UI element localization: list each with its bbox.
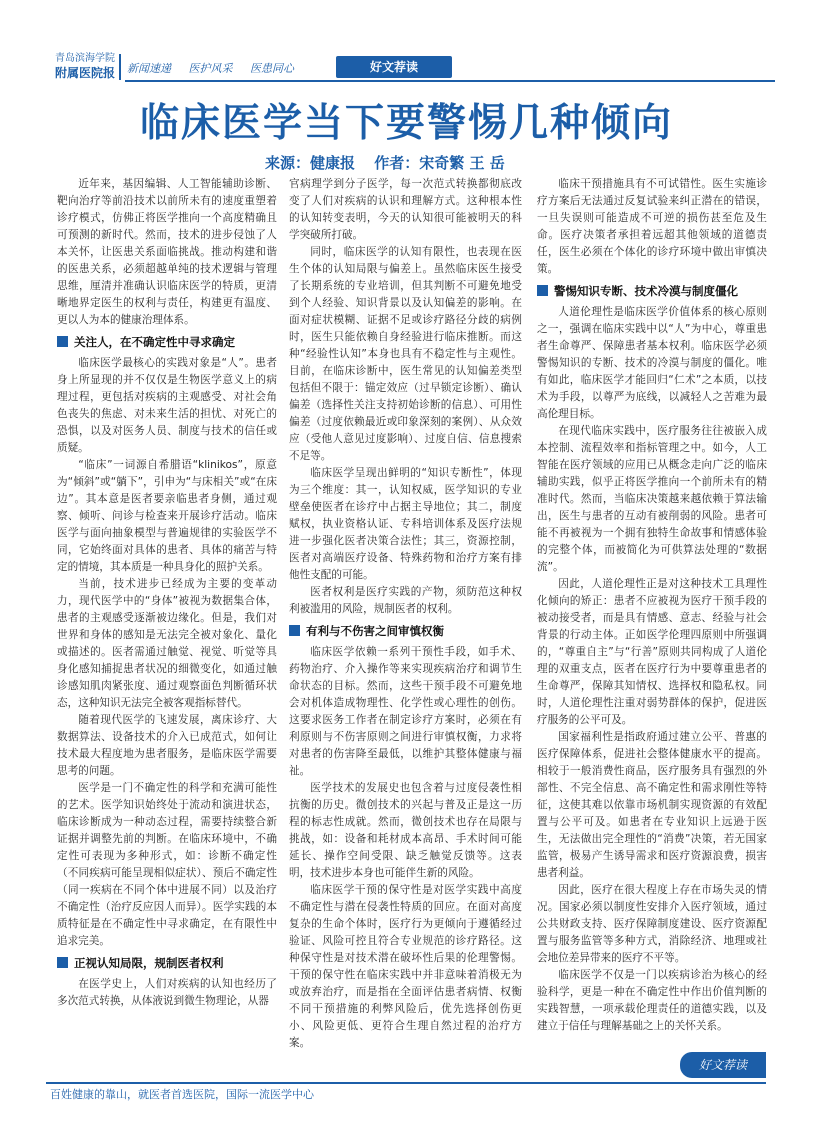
hospital-name-line2: 附属医院报 (55, 66, 116, 80)
byline (265, 152, 519, 173)
paragraph: 医者权利是医疗实践的产物，须防范这种权利被滥用的风险，规制医者的权利。 (289, 586, 522, 615)
section-heading-text: 正视认知局限，规制医者权利 (74, 956, 224, 970)
paragraph: 医学技术的发展史也包含着与过度侵袭性相抗衡的历史。微创技术的兴起与普及正是这一历程的标志性成就。然而，微创技术也存在局限与挑战，如：设备和耗材成本高昂、手术时间可能延长、操作空间受限、缺乏触觉反馈等。这表明，技术进步本身也可能伴生新的风险。 (289, 782, 522, 879)
section-heading-text: 警惕知识专断、技术冷漠与制度僵化 (554, 284, 738, 298)
footer-rule (46, 1082, 766, 1084)
paragraph: 因此，医疗在很大程度上存在市场失灵的情况。国家必须以制度性安排介入医疗领域，通过公共财政支持、医疗保障制度建设、医疗资源配置与服务监管等多种方式，消除经济、地理或社会地位差异带来的医疗不平等。 (537, 884, 767, 964)
paragraph: 临床医学不仅是一门以疾病诊治为核心的经验科学，更是一种在不确定性中作出价值判断的实践智慧，一项承载伦理责任的道德实践，以及建立于信任与理解基础之上的关怀关系。 (537, 969, 767, 1032)
square-bullet-icon (289, 625, 300, 636)
paragraph: 临床干预措施具有不可试错性。医生实施诊疗方案后无法通过反复试验来纠正潜在的错误，一旦失误则可能造成不可逆的损伤甚至危及生命。医疗决策者承担着远超其他领域的道德责任，医生必须在个体化的诊疗环境中做出审慎决策。 (537, 178, 767, 275)
square-bullet-icon (57, 336, 68, 347)
article-column-1 (57, 176, 277, 1010)
paragraph: 当前，技术进步已经成为主要的变革动力，现代医学中的“身体”被视为数据集合体，患者的主观感受逐渐被边缘化。但是，我们对世界和身体的感知是无法完全被对象化、量化或描述的。医者需通过触觉、视觉、听觉等具身化感知捕捉患者状况的细微变化，如通过触诊感知肌肉紧张度、通过观察面色判断循环状态，这种知识无法完全被客观指标替代。 (57, 578, 277, 709)
paragraph: 人道伦理性是临床医学价值体系的核心原则之一，强调在临床实践中以“人”为中心，尊重患者生命尊严、保障患者基本权利。临床医学必须警惕知识的专断、技术的冷漠与制度的僵化。唯有如此，临床医学才能回归“仁术”之本质，以技术为手段，以尊严为底线，以减轻人之苦难为最高伦理目标。 (537, 306, 767, 420)
section-heading-text: 关注人，在不确定性中寻求确定 (74, 335, 235, 349)
paragraph: 国家福利性是指政府通过建立公平、普惠的医疗保障体系，促进社会整体健康水平的提高。相较于一般消费性商品，医疗服务具有强烈的外部性、不完全信息、高不确定性和需求刚性等特征，这使其难以依靠市场机制实现资源的有效配置与公平可及。如患者在专业知识上远逊于医生，无法做出完全理性的“消费”决策，若无国家监管，极易产生诱导需求和医疗资源浪费，损害患者利益。 (537, 731, 767, 879)
footer (0, 1058, 813, 1124)
section-heading (289, 622, 522, 640)
masthead-slogans (127, 60, 308, 76)
author-label: 作者：宋奇繁 王 岳 (374, 154, 505, 172)
paragraph: 在医学史上，人们对疾病的认知也经历了多次范式转换，从体液说到微生物理论，从器 (57, 978, 277, 1007)
paragraph: 临床医学呈现出鲜明的“知识专断性”，体现为三个维度：其一，认知权威，医学知识的专业壁垒使医者在诊疗中占据主导地位；其二，制度赋权，执业资格认证、专科培训体系及医疗法规进一步强化医者决策合法性；其三，资源控制，医者对高端医疗设备、特殊药物和治疗方案有排他性支配的可能。 (289, 467, 522, 581)
hospital-name-line1: 青岛滨海学院 (55, 53, 115, 64)
slogan-care: 医护风采 (188, 62, 233, 75)
section-heading (537, 282, 767, 300)
section-heading-text: 有利与不伤害之间审慎权衡 (306, 624, 444, 638)
masthead-divider (119, 54, 121, 80)
paragraph: 在现代临床实践中，医疗服务往往被嵌入成本控制、流程效率和指标管理之中。如今，人工智能在医疗领域的应用已从概念走向广泛的临床辅助实践，似乎正将医学推向一个前所未有的精准时代。然而，当临床决策越来越依赖于算法输出，医生与患者的互动有被削弱的风险。患者可能不再被视为一个拥有独特生命故事和情感体验的完整个体，而被简化为可供算法处理的“数据流”。 (537, 425, 767, 573)
source-label: 来源：健康报 (265, 154, 356, 172)
footer-section-badge: 好文荐读 (680, 1052, 766, 1078)
footer-slogan: 百姓健康的靠山，就医者首选医院，国际一流医学中心 (50, 1088, 314, 1101)
paragraph: 临床医学最核心的实践对象是“人”。患者身上所显现的并不仅仅是生物医学意义上的病理过程，更包括对疾病的主观感受、对社会角色丧失的焦虑、对未来生活的担忧、对死亡的恐惧，以及对医务人员、制度与技术的信任或质疑。 (57, 357, 277, 454)
paragraph: 临床医学依赖一系列干预性手段，如手术、药物治疗、介入操作等来实现疾病治疗和调节生命状态的目标。然而，这些干预手段不可避免地会对机体造成物理性、化学性或心理性的创伤。这要求医务工作者在制定诊疗方案时，必须在有利原则与不伤害原则之间进行审慎权衡，力求将对患者的伤害降至最低，以维护其整体健康与福祉。 (289, 646, 522, 777)
article-title: 临床医学当下要警惕几种倾向 (139, 101, 673, 146)
article-column-3 (537, 176, 767, 1035)
paragraph: 医学是一门不确定性的科学和充满可能性的艺术。医学知识始终处于流动和演进状态，临床诊断成为一种动态过程，需要持续整合新证据并调整先前的判断。在临床环境中，不确定性可表现为多种形式，如：诊断不确定性（不同疾病可能呈现相似症状）、预后不确定性（同一疾病在不同个体中进展不同）以及治疗不确定性（治疗反应因人而异）。医学实践的本质特征是在不确定性中寻求确定，在有限性中追求完美。 (57, 782, 277, 947)
article-column-2 (289, 176, 522, 1052)
square-bullet-icon (57, 957, 68, 968)
masthead-rule (125, 80, 775, 82)
paragraph: 官病理学到分子医学，每一次范式转换都彻底改变了人们对疾病的认识和理解方式。这种根本性的认知转变表明，今天的认知很可能被明天的科学突破所打破。 (289, 178, 522, 241)
masthead (55, 50, 775, 84)
paragraph: “临床”一词源自希腊语“klinikos”，原意为“倾斜”或“躺下”，引申为“与床相关”或“在床边”。其本意是医者要亲临患者身侧，通过观察、倾听、问诊与检查来开展诊疗活动。临床医学与面向抽象模型与普遍规律的实验医学不同，它始终面对具体的患者、具体的痛苦与特定的情境，其本质是一种具身化的照护关系。 (57, 459, 277, 573)
paragraph: 因此，人道伦理性正是对这种技术工具理性化倾向的矫正：患者不应被视为医疗干预手段的被动接受者，而是具有情感、意志、经验与社会背景的行动主体。正如医学伦理四原则中所强调的，“尊重自主”与“行善”原则共同构成了人道伦理的双重支点，医者在医疗行为中要尊重患者的生命尊严，保障其知情权、选择权和隐私权。同时，人道伦理性注重对弱势群体的保护，促进医疗服务的公平可及。 (537, 578, 767, 726)
square-bullet-icon (537, 285, 548, 296)
paragraph: 随着现代医学的飞速发展，离床诊疗、大数据算法、设备技术的介入已成范式，如何让技术最大程度地为患者服务，是临床医学需要思考的问题。 (57, 714, 277, 777)
paragraph: 近年来，基因编辑、人工智能辅助诊断、靶向治疗等前沿技术以前所未有的速度重塑着诊疗模式，仿佛正将医学推向一个高度精确且可预测的新时代。然而，技术的进步侵蚀了人本关怀，让医患关系面临挑战。推动构建和谐的医患关系，必须超越单纯的技术逻辑与管理思维，厘清并准确认识临床医学的特质，更清晰地界定医生的权利与责任，构建更有温度、更以人为本的健康治理体系。 (57, 178, 277, 326)
paragraph: 临床医学干预的保守性是对医学实践中高度不确定性与潜在侵袭性特质的回应。在面对高度复杂的生命个体时，医疗行为更倾向于遵循经过验证、风险可控且符合专业规范的诊疗路径。这种保守性是对技术潜在破坏性后果的伦理警惕。干预的保守性在临床实践中并非意味着消极无为或放弃治疗，而是指在全面评估患者病情、权衡不同干预措施的利弊风险后，优先选择创伤更小、风险更低、更符合生理自然过程的治疗方案。 (289, 884, 522, 1049)
slogan-news: 新闻速递 (127, 62, 171, 75)
paragraph: 同时，临床医学的认知有限性，也表现在医生个体的认知局限与偏差上。虽然临床医生接受了长期系统的专业培训，但其判断不可避免地受到个人经验、知识背景以及认知偏差的影响。在面对症状模糊、证据不足或诊疗路径分歧的病例时，医生只能依赖自身经验进行临床推断。而这种“经验性认知”本身也具有不稳定性与主观性。目前，在临床诊断中，医生常见的认知偏差类型包括但不限于：锚定效应（过早锁定诊断）、确认偏差（选择性关注支持初始诊断的信息）、可用性偏差（过度依赖最近或印象深刻的案例）、从众效应（受他人意见过度影响）、过度自信、信息搜索不足等。 (289, 246, 522, 462)
section-heading (57, 954, 277, 972)
section-heading (57, 333, 277, 351)
hospital-name (55, 52, 117, 80)
slogan-harmony: 医患同心 (250, 62, 294, 75)
section-tag: 好文荐读 (336, 56, 452, 78)
